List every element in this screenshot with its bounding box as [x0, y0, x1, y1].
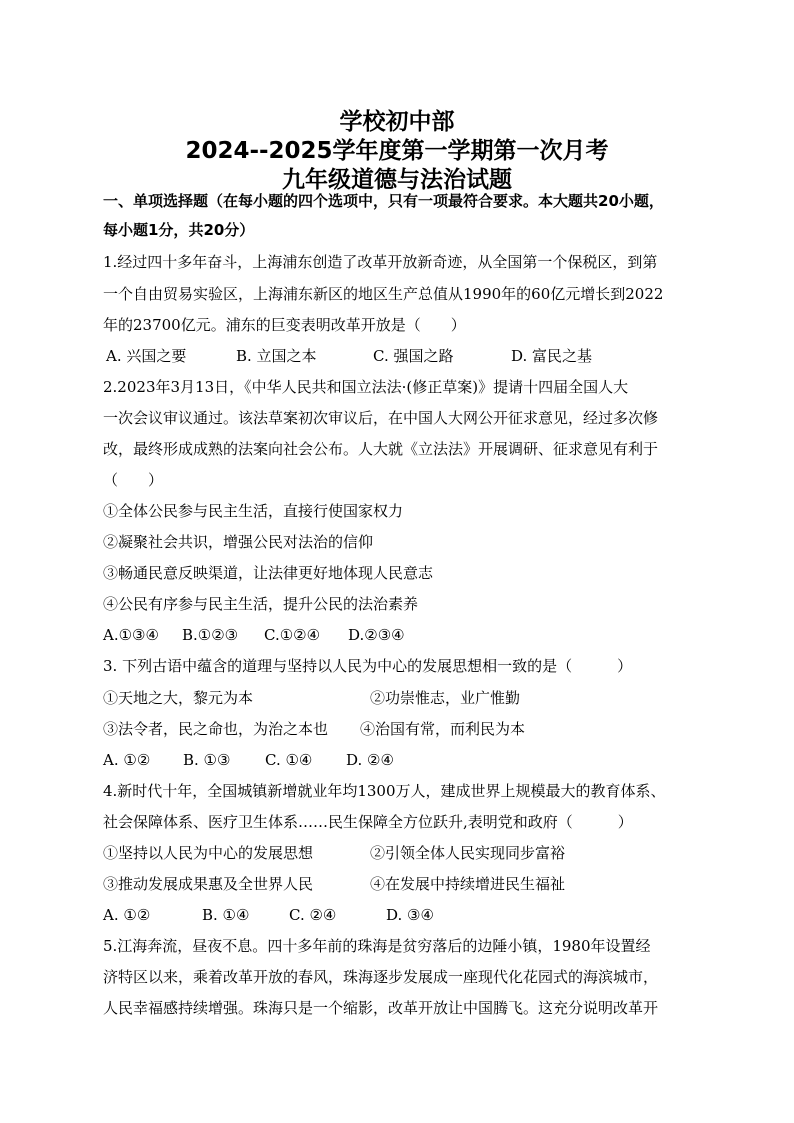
q2-item: ④公民有序参与民主生活，提升公民的法治素养	[103, 595, 419, 613]
q2-option-b: B.①②③	[182, 626, 239, 644]
q3-option-c: C. ①④	[265, 751, 313, 769]
q1-option-d: D. 富民之基	[511, 347, 593, 365]
q4-option-a: A. ①②	[103, 906, 151, 924]
q1-option-a: A. 兴国之要	[106, 347, 187, 365]
q4-option-b: B. ①④	[202, 906, 250, 924]
q5-text: 人民幸福感持续增强。珠海只是一个缩影，改革开放让中国腾飞。这充分说明改革开	[103, 999, 659, 1017]
q3-item: ②功崇惟志，业广惟勤	[370, 689, 521, 707]
q1-option-b: B. 立国之本	[236, 347, 317, 365]
section-heading-cont: 每小题1分，共20分）	[103, 221, 255, 239]
q4-text: 社会保障体系、医疗卫生体系……民生保障全方位跃升,表明党和政府（ ）	[103, 813, 633, 831]
q4-option-d: D. ③④	[386, 906, 434, 924]
q1-text: 年的23700亿元。浦东的巨变表明改革开放是（ ）	[103, 316, 466, 334]
q2-item: ①全体公民参与民主生活，直接行使国家权力	[103, 502, 404, 520]
q4-text: 4.新时代十年，全国城镇新增就业年均1300万人，建成世界上规模最大的教育体系、	[103, 782, 666, 800]
q4-item: ④在发展中持续增进民生福祉	[370, 875, 566, 893]
q4-item: ①坚持以人民为中心的发展思想	[103, 844, 314, 862]
q1-text: 一个自由贸易实验区，上海浦东新区的地区生产总值从1990年的60亿元增长到2022	[103, 285, 664, 303]
q4-option-c: C. ②④	[289, 906, 337, 924]
q2-text: （ ）	[103, 471, 164, 489]
q3-item: ④治国有常，而利民为本	[360, 720, 526, 738]
section-heading: 一、单项选择题（在每小题的四个选项中，只有一项最符合要求。本大题共20小题，	[103, 192, 664, 210]
q1-option-c: C. 强国之路	[373, 347, 454, 365]
q1-text: 1.经过四十多年奋斗，上海浦东创造了改革开放新奇迹，从全国第一个保税区，到第	[103, 253, 658, 271]
exam-subject-title: 九年级道德与法治试题	[282, 167, 512, 193]
q2-item: ②凝聚社会共识，增强公民对法治的信仰	[103, 533, 374, 551]
q2-option-a: A.①③④	[103, 626, 159, 644]
q3-item: ③法令者，民之命也，为治之本也	[103, 720, 329, 738]
q5-text: 济特区以来，乘着改革开放的春风，珠海逐步发展成一座现代化花园式的海滨城市，	[103, 968, 659, 986]
q5-text: 5.江海奔流，昼夜不息。四十多年前的珠海是贫穷落后的边陲小镇，1980年设置经	[103, 937, 651, 955]
q3-text: 3. 下列古语中蕴含的道理与坚持以人民为中心的发展思想相一致的是（ ）	[103, 657, 633, 675]
q2-option-d: D.②③④	[348, 626, 405, 644]
q3-option-b: B. ①③	[183, 751, 231, 769]
q2-text: 2.2023年3月13日，《中华人民共和国立法法·(修正草案)》提请十四届全国人大	[103, 378, 629, 396]
q2-text: 一次会议审议通过。该法草案初次审议后，在中国人大网公开征求意见，经过多次修	[103, 409, 659, 427]
exam-term-title: 2024--2025学年度第一学期第一次月考	[185, 138, 609, 164]
q4-item: ②引领全体人民实现同步富裕	[370, 844, 566, 862]
q2-text: 改，最终形成成熟的法案向社会公布。人大就《立法法》开展调研、征求意见有利于	[103, 440, 659, 458]
school-title: 学校初中部	[339, 109, 455, 135]
q2-option-c: C.①②④	[264, 626, 321, 644]
q4-item: ③推动发展成果惠及全世界人民	[103, 875, 314, 893]
q3-option-d: D. ②④	[346, 751, 394, 769]
q3-item: ①天地之大，黎元为本	[103, 689, 254, 707]
q2-item: ③畅通民意反映渠道，让法律更好地体现人民意志	[103, 564, 434, 582]
q3-option-a: A. ①②	[103, 751, 151, 769]
